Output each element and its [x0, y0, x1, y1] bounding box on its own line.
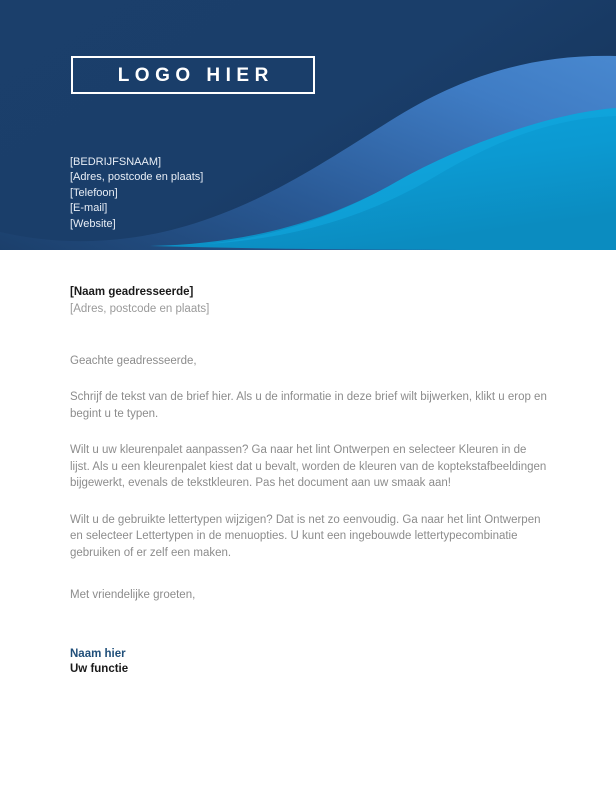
- company-contact-block: [70, 155, 203, 232]
- salutation[interactable]: Geachte geadresseerde,: [70, 355, 197, 367]
- recipient-name[interactable]: [Naam geadresseerde]: [70, 286, 194, 298]
- recipient-address[interactable]: [Adres, postcode en plaats]: [70, 303, 210, 315]
- contact-line-company[interactable]: [BEDRIJFSNAAM]: [70, 156, 162, 168]
- closing-line[interactable]: Met vriendelijke groeten,: [70, 589, 196, 601]
- signature-block: [70, 647, 552, 677]
- contact-line-address[interactable]: [Adres, postcode en plaats]: [70, 171, 204, 184]
- contact-line-phone[interactable]: [Telefoon]: [70, 186, 118, 199]
- body-paragraph-3[interactable]: Wilt u de gebruikte lettertypen wijzigen? Dat is net zo eenvoudig. Ga naar het lint Ontwerpen en selecteer Lettertypen in de menuopties. U kunt een ingebouwde lettertypecombinatie gebruiken of er zelf een maken.: [70, 513, 541, 559]
- letterhead-header: [0, 0, 616, 250]
- letter-body: [70, 284, 552, 677]
- body-paragraph-1[interactable]: Schrijf de tekst van de brief hier. Als u de informatie in deze brief wilt bijwerken, klikt u erop en begint u te typen.: [70, 391, 547, 420]
- contact-line-website[interactable]: [Website]: [70, 217, 116, 230]
- body-paragraph-2[interactable]: Wilt u uw kleurenpalet aanpassen? Ga naar het lint Ontwerpen en selecteer Kleuren in de lijst. Als u een kleurenpalet kiest dat u bevalt, worden de kleuren van de koptekstafbeeldingen bijgewerkt, evenals de tekstkleuren. Pas het document aan uw smaak aan!: [70, 444, 547, 489]
- logo-placeholder-text: LOGO HIER: [117, 64, 274, 86]
- contact-line-email[interactable]: [E-mail]: [70, 202, 108, 215]
- signature-title[interactable]: Uw functie: [70, 663, 129, 675]
- signature-name[interactable]: Naam hier: [70, 648, 126, 660]
- logo-placeholder-box[interactable]: [71, 56, 315, 94]
